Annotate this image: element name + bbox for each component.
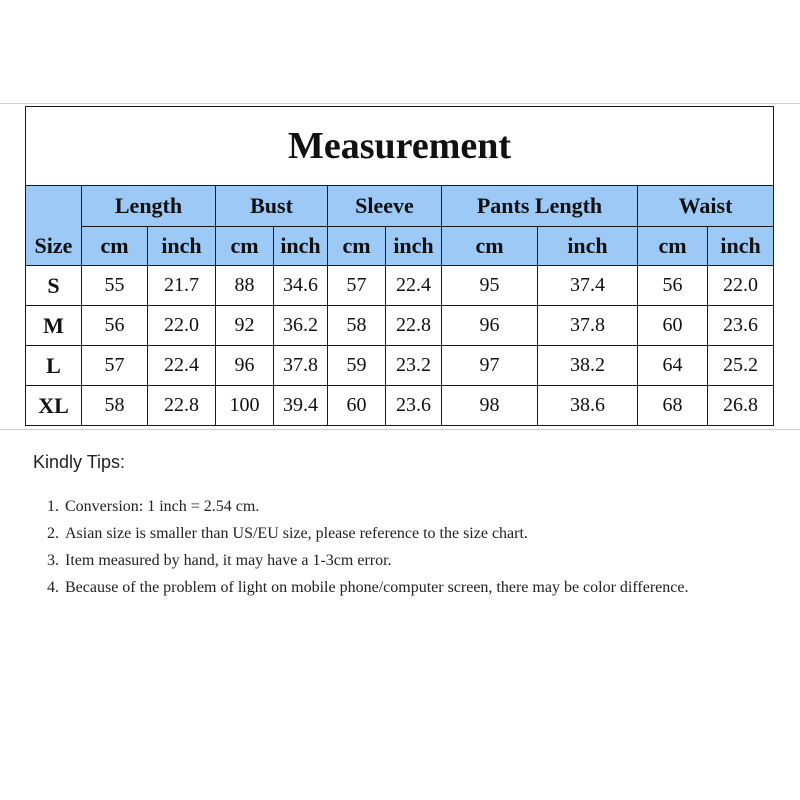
table-row — [26, 346, 774, 386]
table-row — [26, 386, 774, 426]
tip-item: 1. Conversion: 1 inch = 2.54 cm. — [63, 493, 763, 520]
waist-cm-cell: 68 — [638, 386, 708, 426]
bust-inch-cell: 37.8 — [274, 346, 328, 386]
bust-inch-cell: 36.2 — [274, 306, 328, 346]
table-title: Measurement — [26, 107, 774, 186]
length-inch-cell: 21.7 — [148, 266, 216, 306]
sleeve-cm-cell: 57 — [328, 266, 386, 306]
sleeve-inch-cell: 23.6 — [386, 386, 442, 426]
unit-header-inch: inch — [148, 227, 216, 266]
size-cell: XL — [26, 386, 82, 426]
waist-cm-cell: 56 — [638, 266, 708, 306]
bust-cm-cell: 96 — [216, 346, 274, 386]
group-header-pants-length: Pants Length — [442, 186, 638, 227]
length-cm-cell: 56 — [82, 306, 148, 346]
waist-inch-cell: 26.8 — [708, 386, 774, 426]
waist-inch-cell: 25.2 — [708, 346, 774, 386]
sleeve-inch-cell: 22.4 — [386, 266, 442, 306]
tip-item: 3. Item measured by hand, it may have a 1-3cm error. — [63, 547, 763, 574]
group-header-waist: Waist — [638, 186, 774, 227]
tip-item: 2. Asian size is smaller than US/EU size, please reference to the size chart. — [63, 520, 763, 547]
waist-cm-cell: 60 — [638, 306, 708, 346]
bust-cm-cell: 88 — [216, 266, 274, 306]
waist-inch-cell: 22.0 — [708, 266, 774, 306]
bust-inch-cell: 34.6 — [274, 266, 328, 306]
table-row — [26, 306, 774, 346]
tips-list — [33, 493, 763, 601]
size-header-label: Size — [34, 233, 73, 258]
table-row — [26, 266, 774, 306]
bust-cm-cell: 92 — [216, 306, 274, 346]
sleeve-inch-cell: 23.2 — [386, 346, 442, 386]
unit-header-inch: inch — [386, 227, 442, 266]
length-inch-cell: 22.4 — [148, 346, 216, 386]
pants-length-inch-cell: 37.8 — [538, 306, 638, 346]
waist-inch-cell: 23.6 — [708, 306, 774, 346]
length-inch-cell: 22.0 — [148, 306, 216, 346]
pants-length-cm-cell: 97 — [442, 346, 538, 386]
size-chart-table — [25, 106, 774, 426]
bust-inch-cell: 39.4 — [274, 386, 328, 426]
tip-item: 4. Because of the problem of light on mobile phone/computer screen, there may be color difference. — [63, 574, 763, 601]
pants-length-cm-cell: 95 — [442, 266, 538, 306]
bust-cm-cell: 100 — [216, 386, 274, 426]
bottom-divider — [0, 429, 800, 430]
pants-length-inch-cell: 38.6 — [538, 386, 638, 426]
pants-length-inch-cell: 38.2 — [538, 346, 638, 386]
length-cm-cell: 58 — [82, 386, 148, 426]
group-header-length: Length — [82, 186, 216, 227]
unit-header-inch: inch — [538, 227, 638, 266]
group-header-bust: Bust — [216, 186, 328, 227]
size-cell: L — [26, 346, 82, 386]
unit-header-cm: cm — [216, 227, 274, 266]
tips-title: Kindly Tips: — [33, 452, 126, 472]
sleeve-cm-cell: 60 — [328, 386, 386, 426]
size-cell: S — [26, 266, 82, 306]
unit-header-cm: cm — [82, 227, 148, 266]
unit-header-cm: cm — [328, 227, 386, 266]
kindly-tips-section — [33, 452, 763, 601]
unit-header-inch: inch — [274, 227, 328, 266]
size-header — [26, 186, 82, 266]
unit-header-inch: inch — [708, 227, 774, 266]
unit-header-cm: cm — [442, 227, 538, 266]
pants-length-cm-cell: 96 — [442, 306, 538, 346]
top-divider — [0, 103, 800, 104]
length-inch-cell: 22.8 — [148, 386, 216, 426]
sleeve-cm-cell: 59 — [328, 346, 386, 386]
waist-cm-cell: 64 — [638, 346, 708, 386]
size-cell: M — [26, 306, 82, 346]
length-cm-cell: 55 — [82, 266, 148, 306]
sleeve-inch-cell: 22.8 — [386, 306, 442, 346]
pants-length-inch-cell: 37.4 — [538, 266, 638, 306]
length-cm-cell: 57 — [82, 346, 148, 386]
sleeve-cm-cell: 58 — [328, 306, 386, 346]
group-header-sleeve: Sleeve — [328, 186, 442, 227]
unit-header-cm: cm — [638, 227, 708, 266]
pants-length-cm-cell: 98 — [442, 386, 538, 426]
